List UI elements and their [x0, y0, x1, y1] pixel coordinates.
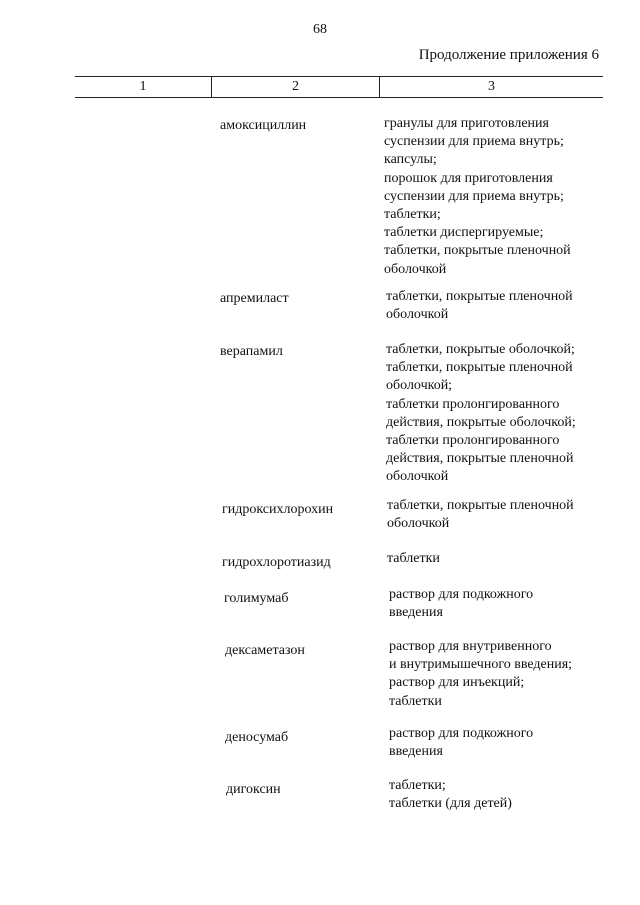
dosage-form-line: таблетки пролонгированного [386, 433, 560, 449]
drug-name: голимумаб [224, 591, 289, 606]
dosage-form-line: таблетки, покрытые оболочкой; [386, 342, 575, 357]
dosage-form-line: раствор для подкожного [389, 726, 534, 741]
column-header-1: 1 [75, 77, 212, 97]
dosage-forms [389, 777, 629, 813]
dosage-form-line: оболочкой [386, 469, 449, 485]
dosage-form-line: таблетки, покрытые пленочной [386, 289, 573, 304]
drug-name: гидрохлоротиазид [222, 555, 331, 570]
dosage-forms [384, 115, 624, 279]
dosage-form-line: оболочкой; [386, 378, 453, 394]
dosage-form-line: таблетки; [389, 778, 446, 793]
drug-name: амоксициллин [220, 118, 307, 133]
dosage-form-line: таблетки, покрытые пленочной [387, 498, 574, 513]
dosage-forms [387, 497, 627, 533]
dosage-forms [386, 288, 626, 324]
dosage-form-line: оболочкой [384, 261, 447, 277]
drug-name: дексаметазон [225, 643, 305, 658]
dosage-form-line: таблетки, покрытые пленочной [384, 243, 571, 259]
column-header-3: 3 [488, 79, 495, 94]
dosage-form-line: таблетки (для детей) [389, 796, 512, 812]
dosage-form-line: действия, покрытые оболочкой; [386, 414, 576, 430]
dosage-form-line: введения [389, 605, 443, 621]
dosage-form-line: раствор для подкожного [389, 587, 534, 602]
dosage-form-line: таблетки [387, 551, 440, 566]
dosage-forms [389, 725, 629, 761]
dosage-form-line: таблетки диспергируемые; [384, 225, 544, 241]
dosage-form-line: и внутримышечного введения; [389, 657, 573, 673]
page-number: 68 [313, 22, 327, 37]
dosage-form-line: оболочкой [387, 516, 450, 532]
dosage-form-line: суспензии для приема внутрь; [384, 188, 564, 204]
dosage-forms [386, 341, 626, 487]
dosage-form-line: раствор для внутривенного [389, 639, 552, 654]
dosage-form-line: действия, покрытые пленочной [386, 451, 574, 467]
column-header-2: 2 [212, 77, 380, 97]
dosage-forms [389, 638, 629, 711]
dosage-form-line: оболочкой [386, 307, 449, 323]
dosage-form-line: таблетки пролонгированного [386, 396, 560, 412]
dosage-form-line: порошок для приготовления [384, 170, 553, 186]
dosage-form-line: суспензии для приема внутрь; [384, 134, 564, 150]
dosage-form-line: капсулы; [384, 152, 437, 168]
dosage-forms [389, 586, 629, 622]
drug-name: гидроксихлорохин [222, 502, 334, 517]
drug-name: апремиласт [220, 291, 289, 306]
dosage-forms [387, 550, 627, 568]
dosage-form-line: таблетки [389, 693, 442, 709]
dosage-form-line: раствор для инъекций; [389, 675, 525, 691]
dosage-form-line: таблетки; [384, 207, 441, 223]
dosage-form-line: гранулы для приготовления [384, 116, 549, 131]
dosage-form-line: введения [389, 744, 443, 760]
table-header [75, 76, 603, 98]
continuation-caption: Продолжение приложения 6 [418, 47, 599, 63]
drug-name: верапамил [220, 344, 283, 359]
drug-name: деносумаб [225, 730, 289, 745]
dosage-form-line: таблетки, покрытые пленочной [386, 360, 573, 376]
drug-name: дигоксин [226, 782, 281, 797]
